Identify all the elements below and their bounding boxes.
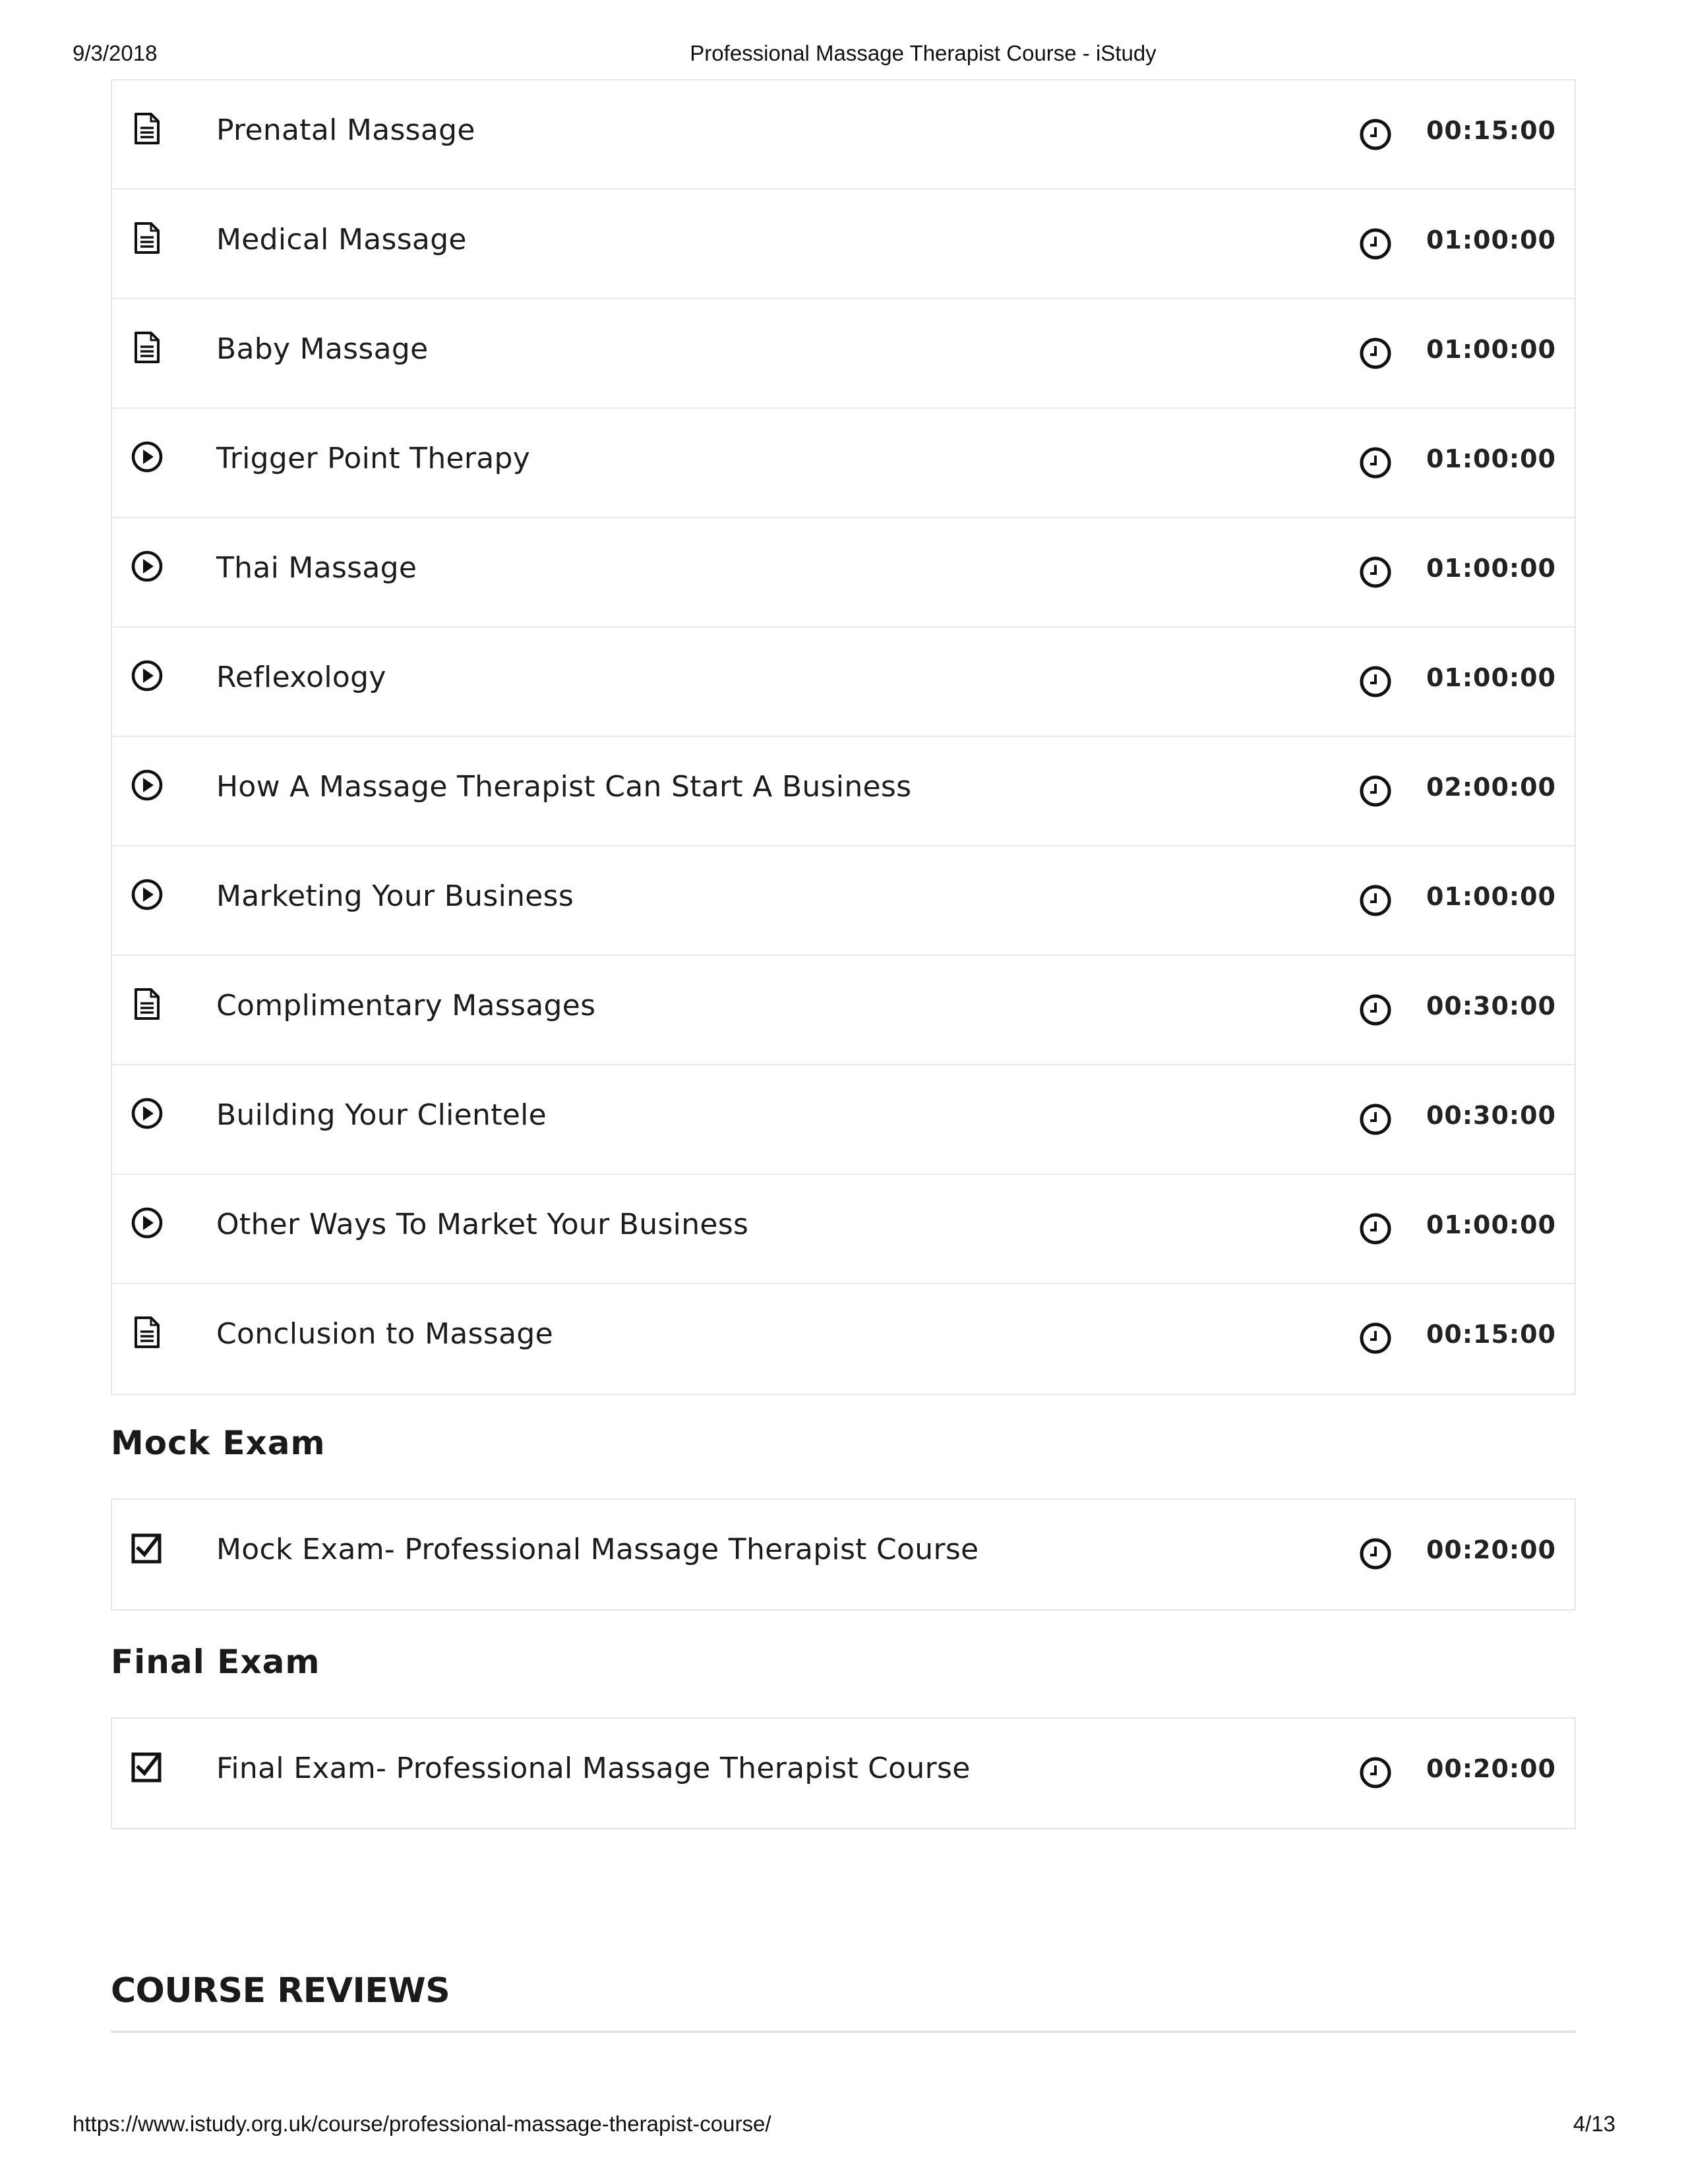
print-header: [0, 41, 1688, 70]
lesson-duration: 01:00:00: [1426, 444, 1556, 473]
clock-icon: [1358, 883, 1393, 918]
clock-icon: [1358, 227, 1393, 261]
play-icon: [129, 1096, 165, 1131]
document-icon: [129, 330, 165, 365]
lesson-row[interactable]: [112, 299, 1575, 409]
clock-icon: [1358, 117, 1393, 152]
lesson-row[interactable]: [112, 409, 1575, 518]
lesson-title[interactable]: Other Ways To Market Your Business: [216, 1208, 749, 1241]
lesson-duration: 00:30:00: [1426, 1101, 1556, 1130]
reviews-divider: [111, 2030, 1576, 2033]
clock-icon: [1358, 1212, 1393, 1246]
lesson-title[interactable]: Building Your Clientele: [216, 1098, 547, 1132]
play-icon: [129, 548, 165, 584]
lesson-row[interactable]: [112, 1500, 1575, 1609]
final-exam-heading: Final Exam: [111, 1643, 320, 1681]
lesson-duration: 00:15:00: [1426, 116, 1556, 145]
document-icon: [129, 111, 165, 146]
document-icon: [129, 220, 165, 256]
quiz-check-icon: [129, 1749, 165, 1785]
lesson-title[interactable]: Medical Massage: [216, 223, 467, 256]
lesson-title[interactable]: Marketing Your Business: [216, 879, 574, 913]
lesson-duration: 01:00:00: [1426, 554, 1556, 583]
print-footer: [0, 2111, 1688, 2140]
print-url: https://www.istudy.org.uk/course/professional-massage-therapist-course/: [73, 2111, 771, 2136]
lesson-title[interactable]: Baby Massage: [216, 332, 429, 366]
lesson-title[interactable]: Final Exam- Professional Massage Therapist Course: [216, 1752, 971, 1785]
clock-icon: [1358, 1537, 1393, 1571]
lesson-duration: 01:00:00: [1426, 1210, 1556, 1239]
clock-icon: [1358, 446, 1393, 480]
mock-exam-heading: Mock Exam: [111, 1424, 326, 1462]
lesson-duration: 01:00:00: [1426, 663, 1556, 692]
play-icon: [129, 439, 165, 475]
clock-icon: [1358, 1102, 1393, 1136]
lesson-title[interactable]: Conclusion to Massage: [216, 1317, 553, 1351]
document-icon: [129, 986, 165, 1022]
lesson-duration: 02:00:00: [1426, 773, 1556, 802]
lesson-title[interactable]: Complimentary Massages: [216, 989, 596, 1022]
clock-icon: [1358, 555, 1393, 589]
lesson-list: [111, 79, 1576, 1395]
print-page-number: 4/13: [1573, 2111, 1615, 2136]
lesson-row[interactable]: [112, 1065, 1575, 1175]
play-icon: [129, 1205, 165, 1241]
lesson-row[interactable]: [112, 628, 1575, 737]
lesson-row[interactable]: [112, 737, 1575, 846]
lesson-row[interactable]: [112, 846, 1575, 956]
lesson-row[interactable]: [112, 518, 1575, 628]
lesson-row[interactable]: [112, 1719, 1575, 1828]
lesson-duration: 00:15:00: [1426, 1320, 1556, 1349]
clock-icon: [1358, 774, 1393, 808]
lesson-row[interactable]: [112, 80, 1575, 190]
course-reviews-heading: COURSE REVIEWS: [111, 1971, 450, 2011]
clock-icon: [1358, 993, 1393, 1027]
lesson-duration: 01:00:00: [1426, 882, 1556, 911]
mock-exam-list: [111, 1498, 1576, 1610]
lesson-row[interactable]: [112, 1175, 1575, 1284]
lesson-title[interactable]: How A Massage Therapist Can Start A Business: [216, 770, 912, 804]
lesson-title[interactable]: Trigger Point Therapy: [216, 442, 531, 475]
play-icon: [129, 658, 165, 694]
lesson-duration: 00:20:00: [1426, 1754, 1556, 1783]
print-page-title: Professional Massage Therapist Course - iStudy: [690, 41, 1157, 65]
lesson-title[interactable]: Thai Massage: [216, 551, 417, 585]
lesson-duration: 01:00:00: [1426, 335, 1556, 364]
lesson-duration: 00:30:00: [1426, 991, 1556, 1020]
print-date: 9/3/2018: [73, 41, 158, 65]
lesson-row[interactable]: [112, 956, 1575, 1065]
quiz-check-icon: [129, 1530, 165, 1566]
clock-icon: [1358, 1756, 1393, 1790]
lesson-title[interactable]: Prenatal Massage: [216, 113, 475, 147]
document-icon: [129, 1314, 165, 1350]
final-exam-list: [111, 1717, 1576, 1829]
lesson-duration: 01:00:00: [1426, 225, 1556, 254]
clock-icon: [1358, 336, 1393, 370]
lesson-duration: 00:20:00: [1426, 1535, 1556, 1564]
lesson-row[interactable]: [112, 190, 1575, 299]
lesson-row[interactable]: [112, 1284, 1575, 1394]
lesson-title[interactable]: Mock Exam- Professional Massage Therapist Course: [216, 1533, 979, 1566]
lesson-title[interactable]: Reflexology: [216, 661, 386, 694]
play-icon: [129, 877, 165, 912]
clock-icon: [1358, 664, 1393, 699]
clock-icon: [1358, 1321, 1393, 1355]
play-icon: [129, 767, 165, 803]
